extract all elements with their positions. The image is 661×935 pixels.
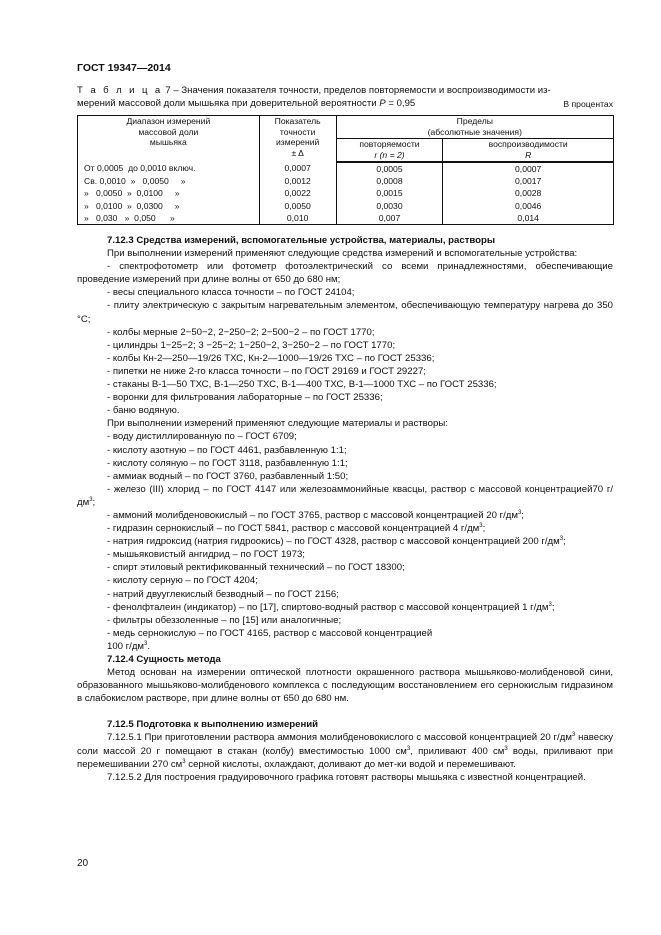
section-heading-7125: 7.12.5 Подготовка к выполнению измерений (107, 719, 319, 731)
cell-repeatability: 0,0008 (336, 175, 443, 187)
table-units: В процентах (563, 98, 613, 109)
caption-text-2: мерений массовой доли мышьяка при доверительной вероятности (77, 97, 380, 109)
cell-accuracy: 0,0050 (259, 200, 336, 212)
header-accuracy (259, 116, 336, 163)
accuracy-table (77, 115, 614, 225)
superscript: 3 (89, 496, 93, 503)
section-heading-7123: 7.12.3 Средства измерений, вспомогательные устройства, материалы, растворы (107, 235, 496, 246)
list-item: - кислоту соляную – по ГОСТ 3118, разбавленную 1:1; (107, 457, 348, 469)
list-item: - фильтры обеззоленные – по [15] или аналогичные; (107, 614, 342, 626)
list-item: - колбы мерные 2−50−2, 2−250−2; 2−500−2 – по ГОСТ 1770; (107, 326, 375, 338)
page-number: 20 (77, 858, 89, 869)
list-item (77, 509, 613, 522)
header-accuracy-line-1: Показатель (274, 116, 321, 126)
method-paragraph: Метод основан на измерении оптической плотности окрашенного раствора мышьяково-молибденовой сини, образованного мышьяково-молибденового комплекса с последующим восстановлением его сернокислым гидразином в слабокислом растворе, при длине волны от 650 до 680 нм. (77, 667, 613, 705)
superscript: 3 (504, 745, 508, 752)
punct: ; (92, 496, 96, 508)
list-item: - колбы Кн-2—250—19/26 ТХС, Кн-2—1000—19/26 ТХС – по ГОСТ 25336; (107, 352, 435, 364)
header-accuracy-line-3: измерений (275, 137, 320, 148)
list-item-text: - железо (III) хлорид – по ГОСТ 4147 или железоаммонийные квасцы, раствор с массовой концентрацией70 г/дм (77, 483, 613, 508)
list-item (77, 535, 613, 548)
punct: ; (551, 601, 555, 613)
punct: . (147, 640, 151, 652)
list-item-text: 100 г/дм (107, 640, 145, 652)
list-item-text: - натрия гидроксид (натрия гидроокись) – по ГОСТ 4328, раствор с массовой концентрацией 200 г/дм (107, 536, 560, 548)
cell-accuracy: 0,0022 (259, 187, 336, 199)
header-accuracy-line-4: ± Δ (291, 147, 304, 158)
caption-p: P (379, 97, 386, 109)
header-range-line-3: мышьяка (149, 137, 187, 148)
list-item: - кислоту серную – по ГОСТ 4204; (107, 575, 258, 587)
list-item (77, 483, 613, 509)
header-reprod-line-2: R (525, 149, 532, 160)
text: воды, приливают при перемешивании 270 см (77, 745, 613, 770)
caption-number: 7 (165, 85, 171, 96)
superscript: 3 (559, 536, 564, 543)
list-item: - пипетки не ниже 2-го класса точности – по ГОСТ 29169 и ГОСТ 29227; (107, 365, 426, 377)
superscript: 3 (144, 640, 148, 647)
list-item: - спектрофотометр или фотометр фотоэлектрический со всеми принадлежностями, обеспечивающие проведение измерений при длине волны от 650 до 680 нм; (77, 261, 613, 286)
header-limits (336, 116, 613, 139)
document-body (77, 234, 613, 784)
preparation-paragraph-2: 7.12.5.2 Для построения градуировочного графика готовят растворы мышьяка с известной концентрацией. (107, 771, 586, 783)
list-item (77, 601, 613, 614)
table-row (78, 187, 614, 199)
list-item: - мышьяковистый ангидрид – по ГОСТ 1973; (107, 549, 305, 561)
superscript: 3 (479, 523, 483, 530)
table-row (78, 162, 614, 175)
list-item: - воду дистиллированную по – ГОСТ 6709; (107, 431, 297, 443)
list-item: - спирт этиловый ректификованный технический – по ГОСТ 18300; (107, 562, 405, 574)
list-item: - цилиндры 1−25−2; 3 −25−2; 1−250−2, 3−250−2 – по ГОСТ 1770; (107, 339, 396, 351)
cell-repeatability: 0,007 (336, 212, 443, 225)
superscript: 3 (517, 509, 522, 516)
list-item: - медь сернокислую – по ГОСТ 4165, раствор с массовой концентрацией (107, 627, 433, 639)
list-item: - натрий двууглекислый безводный – по ГОСТ 2156; (107, 588, 339, 600)
cell-range: » 0,030 » 0,050 » (78, 212, 260, 225)
header-range-line-1: Диапазон измерений (126, 116, 211, 126)
caption-p-value: = 0,95 (385, 97, 416, 109)
list-item (77, 522, 613, 535)
list-item-text: - гидразин сернокислый – по ГОСТ 5841, раствор с массовой концентрацией 4 г/дм (107, 523, 480, 535)
cell-reproducibility: 0,0007 (443, 162, 614, 175)
document-header: ГОСТ 19347—2014 (77, 62, 171, 74)
list-item: - весы специального класса точности – по ГОСТ 24104; (107, 287, 355, 299)
caption-text-1: – Значения показателя точности, пределов повторяемости и воспроизводимости из- (170, 85, 551, 96)
cell-reproducibility: 0,0017 (443, 175, 614, 187)
header-range (78, 116, 260, 163)
header-reproducibility (443, 139, 614, 163)
superscript: 3 (406, 745, 411, 752)
superscript: 3 (182, 758, 186, 765)
table-row (78, 175, 614, 187)
materials-intro: При выполнении измерений применяют следующие материалы и растворы: (107, 418, 448, 430)
cell-repeatability: 0,0030 (336, 200, 443, 212)
table-caption (77, 85, 613, 110)
cell-repeatability: 0,0005 (336, 162, 443, 175)
cell-reproducibility: 0,0028 (443, 187, 614, 199)
header-repeatability (336, 139, 443, 163)
punct: ; (521, 509, 524, 521)
text: , приливают 400 см (410, 745, 505, 757)
text: 7.12.5.1 При приготовлении раствора аммония молибденовокислого с массовой концентрацией 20 г/дм (107, 732, 572, 744)
list-item: - воронки для фильтрования лабораторные – по ГОСТ 25336; (107, 392, 383, 404)
list-item-text: - фенолфталеин (индикатор) – по [17], спиртово-водный раствор с массовой концентрацией 1 г/дм (107, 601, 549, 613)
table-row (78, 212, 614, 225)
spacer (77, 705, 613, 718)
cell-reproducibility: 0,014 (443, 212, 614, 225)
section-heading-7124: 7.12.4 Сущность метода (107, 654, 221, 665)
header-range-line-2: массовой доли (138, 126, 199, 137)
superscript: 3 (571, 732, 576, 739)
cell-range: От 0,0005 до 0,0010 включ. (78, 162, 260, 175)
text: серной кислоты, охлаждают, доливают до мет-ки водой и перемешивают. (185, 758, 516, 770)
superscript: 3 (548, 601, 552, 608)
header-reprod-line-1: воспроизводимости (488, 139, 568, 149)
header-repeat-line-1: повторяемости (359, 139, 420, 149)
list-item: - аммиак водный – по ГОСТ 3760, разбавленный 1:50; (107, 470, 349, 482)
cell-repeatability: 0,0015 (336, 187, 443, 199)
preparation-paragraph-1 (77, 731, 613, 770)
cell-range: » 0,0050 » 0,0100 » (78, 187, 260, 199)
caption-label: Т а б л и ц а (77, 85, 163, 96)
list-item-text: - аммоний молибденовокислый – по ГОСТ 3765, раствор с массовой концентрацией 20 г/дм (107, 509, 518, 521)
instruments-intro: При выполнении измерений применяют следующие средства измерений и вспомогательные устройства: (107, 248, 578, 260)
punct: ; (563, 536, 566, 548)
punct: ; (482, 523, 486, 535)
header-accuracy-line-2: точности (279, 126, 316, 137)
header-limits-line-1: Пределы (456, 116, 493, 126)
cell-range: Св. 0,0010 » 0,0050 » (78, 175, 260, 187)
cell-reproducibility: 0,0046 (443, 200, 614, 212)
list-item: - кислоту азотную – по ГОСТ 4461, разбавленную 1:1; (107, 444, 347, 456)
header-limits-line-2: (абсолютные значения) (427, 126, 522, 137)
header-repeat-line-2: r (n = 2) (374, 149, 405, 160)
cell-range: » 0,0100 » 0,0300 » (78, 200, 260, 212)
cell-accuracy: 0,010 (259, 212, 336, 225)
list-item: - баню водяную. (107, 405, 180, 417)
table-row (78, 200, 614, 212)
cell-accuracy: 0,0012 (259, 175, 336, 187)
cell-accuracy: 0,0007 (259, 162, 336, 175)
list-item: - плиту электрическую с закрытым нагревательным элементом, обеспечивающую температуру нагрева до 350 °С; (77, 300, 613, 325)
list-item (77, 640, 613, 653)
list-item: - стаканы В-1—50 ТХС, В-1—250 ТХС, В-1—400 ТХС, В-1—1000 ТХС – по ГОСТ 25336; (107, 379, 497, 391)
text: навеску соли массой 20 г помещают в стакан (колбу) вместимостью 1000 см (77, 732, 613, 757)
